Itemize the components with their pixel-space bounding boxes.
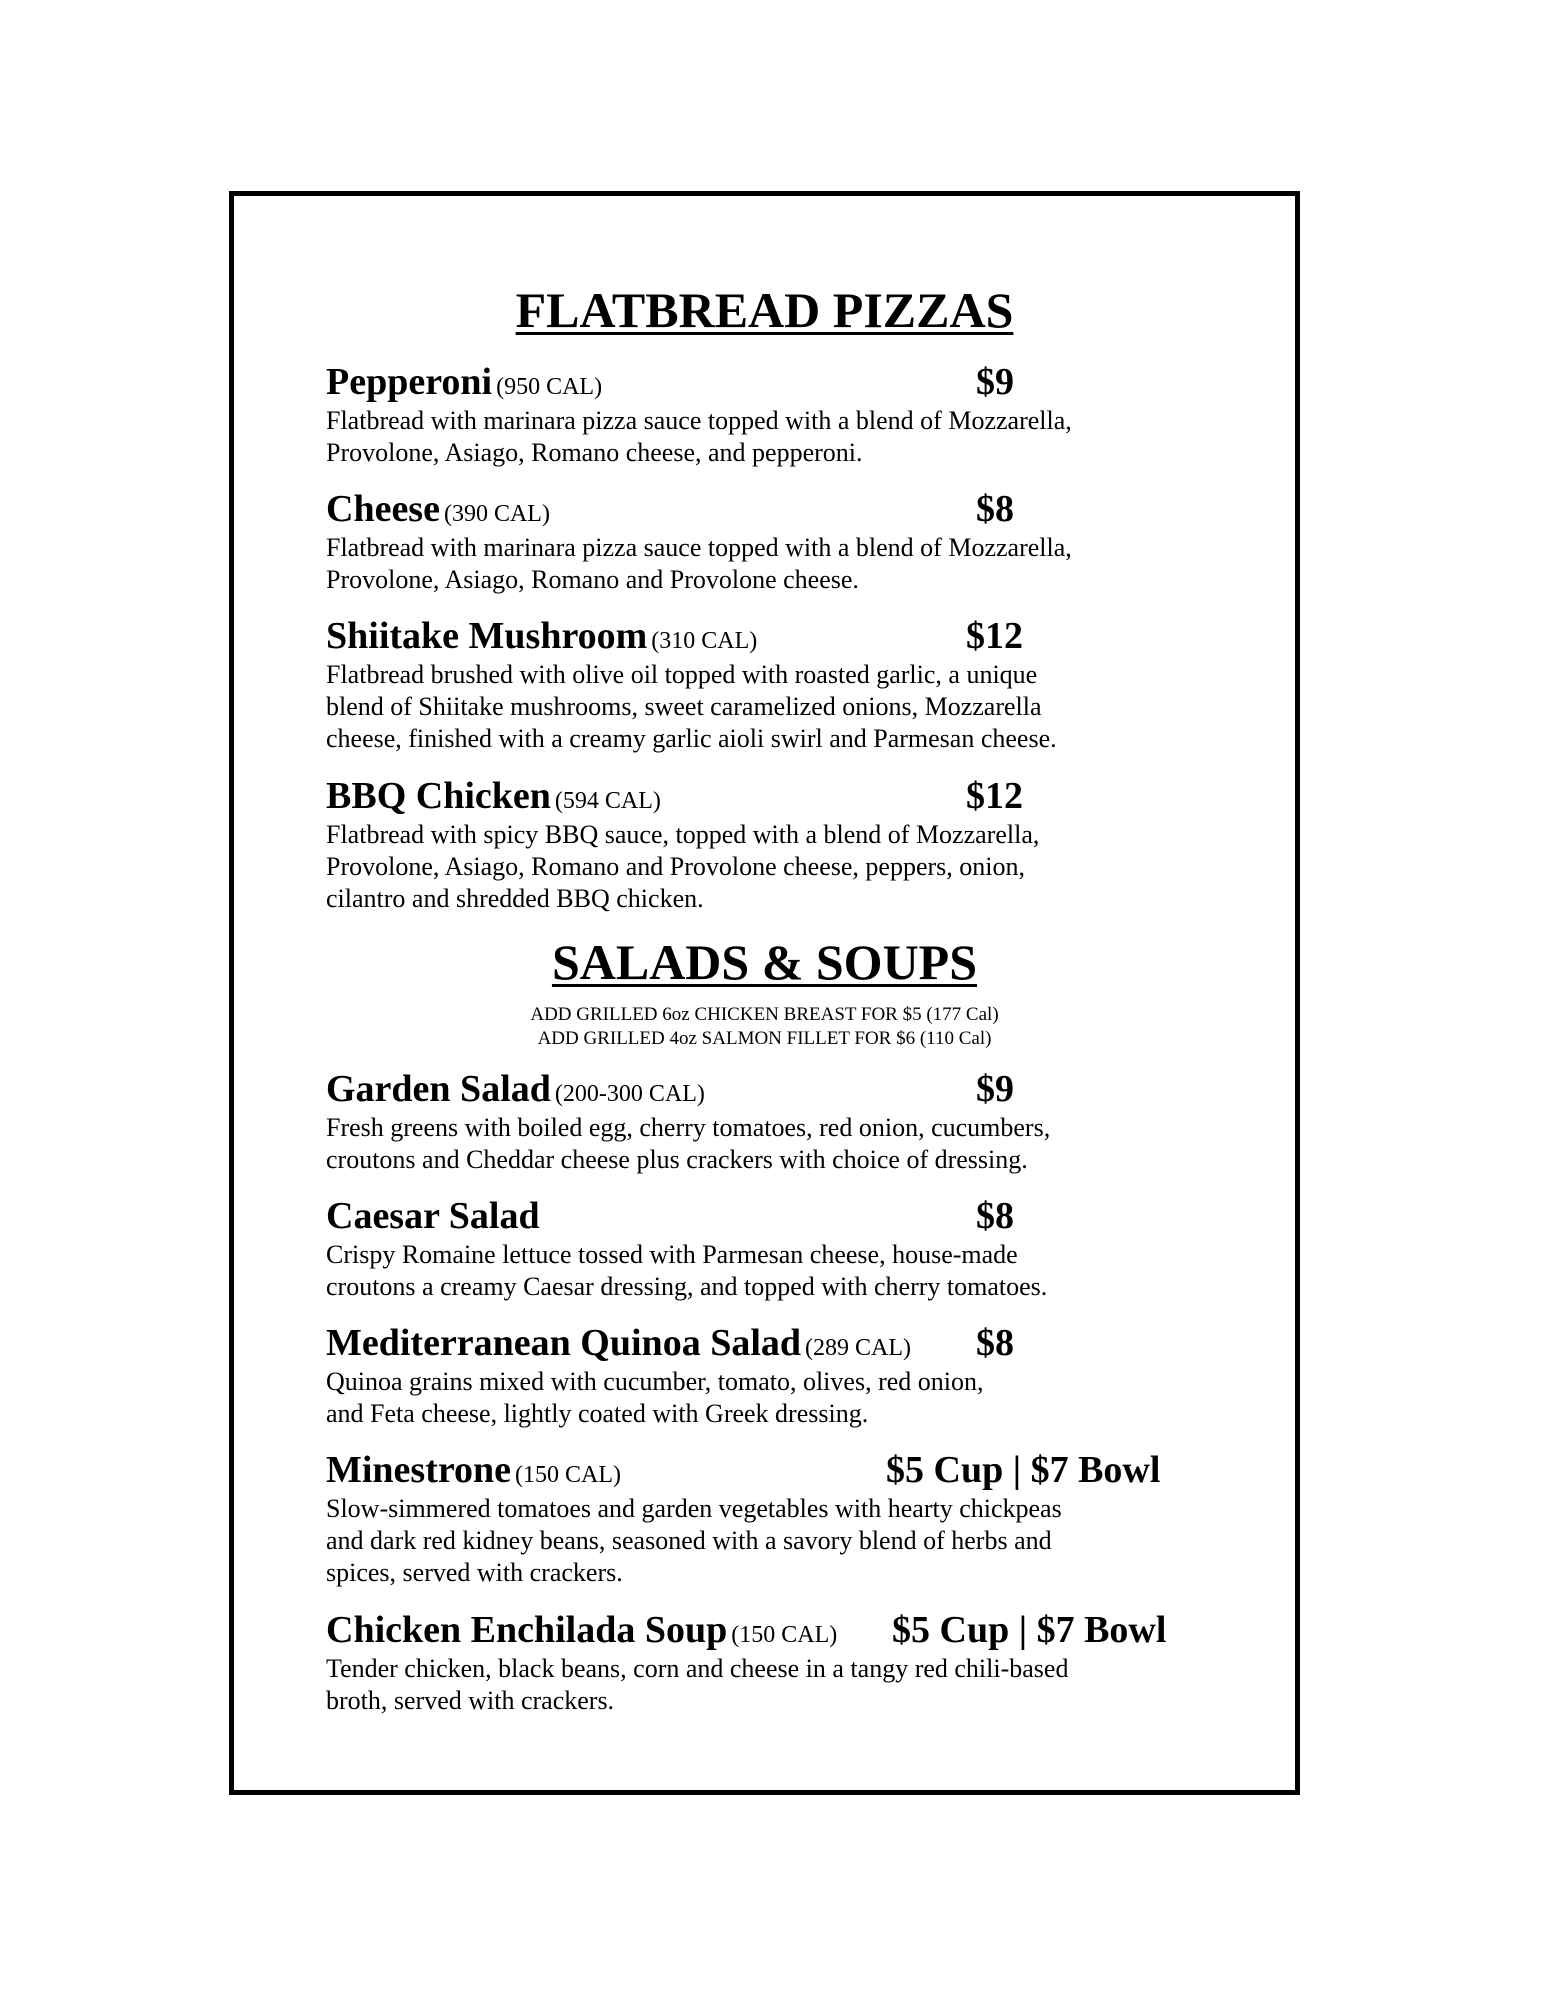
menu-item-minestrone bbox=[326, 1447, 1246, 1589]
menu-item-pepperoni bbox=[326, 359, 1246, 469]
item-description: Quinoa grains mixed with cucumber, tomato, olives, red onion, and Feta cheese, lightly coated with Greek dressing. bbox=[326, 1367, 984, 1428]
item-description: Flatbread with marinara pizza sauce topped with a blend of Mozzarella, Provolone, Asiago, Romano and Provolone cheese. bbox=[326, 533, 1072, 594]
item-calories: (594 CAL) bbox=[554, 788, 661, 814]
menu-item-shiitake-mushroom bbox=[326, 613, 1246, 755]
menu-item-bbq-chicken bbox=[326, 773, 1246, 915]
item-price: $8 bbox=[976, 1195, 1014, 1237]
item-calories: (150 CAL) bbox=[731, 1622, 838, 1648]
item-name: Cheese bbox=[326, 488, 440, 530]
item-description: Flatbread brushed with olive oil topped with roasted garlic, a unique blend of Shiitake mushrooms, sweet caramelized onions, Mozzarella cheese, finished with a creamy garlic aioli swirl and Parmesan cheese. bbox=[326, 660, 1057, 753]
menu-frame bbox=[229, 191, 1300, 1795]
item-price: $8 bbox=[976, 488, 1014, 530]
item-calories: (200-300 CAL) bbox=[554, 1081, 705, 1107]
item-price: $5 Cup | $7 Bowl bbox=[892, 1609, 1167, 1651]
item-name: Caesar Salad bbox=[326, 1195, 540, 1237]
item-calories: (289 CAL) bbox=[805, 1335, 912, 1361]
item-price: $8 bbox=[976, 1322, 1014, 1364]
item-price: $12 bbox=[966, 615, 1023, 657]
item-calories: (950 CAL) bbox=[496, 374, 603, 400]
menu-item-chicken-enchilada-soup bbox=[326, 1607, 1246, 1717]
menu-item-mediterranean-quinoa-salad bbox=[326, 1320, 1246, 1430]
item-price: $12 bbox=[966, 775, 1023, 817]
menu-item-caesar-salad bbox=[326, 1193, 1246, 1303]
item-calories: (310 CAL) bbox=[651, 628, 758, 654]
item-name: Minestrone bbox=[326, 1449, 512, 1491]
item-calories: (390 CAL) bbox=[443, 501, 550, 527]
item-name: Shiitake Mushroom bbox=[326, 615, 648, 657]
item-description: Flatbread with spicy BBQ sauce, topped with a blend of Mozzarella, Provolone, Asiago, Romano and Provolone cheese, peppers, onion, cilantro and shredded BBQ chicken. bbox=[326, 820, 1040, 913]
item-name: BBQ Chicken bbox=[326, 775, 551, 817]
item-description: Crispy Romaine lettuce tossed with Parmesan cheese, house-made croutons a creamy Caesar dressing, and topped with cherry tomatoes. bbox=[326, 1240, 1048, 1301]
add-on-note-chicken: ADD GRILLED 6oz CHICKEN BREAST FOR $5 (177 Cal) bbox=[530, 1004, 999, 1025]
item-description: Slow-simmered tomatoes and garden vegetables with hearty chickpeas and dark red kidney beans, seasoned with a savory blend of herbs and spices, served with crackers. bbox=[326, 1494, 1062, 1587]
menu-item-cheese bbox=[326, 486, 1246, 596]
item-name: Garden Salad bbox=[326, 1068, 551, 1110]
item-price: $5 Cup | $7 Bowl bbox=[886, 1449, 1161, 1491]
section-title-salads-soups: SALADS & SOUPS bbox=[551, 934, 978, 990]
item-calories: (150 CAL) bbox=[515, 1462, 622, 1488]
section-title-flatbread-pizzas: FLATBREAD PIZZAS bbox=[515, 282, 1014, 338]
item-price: $9 bbox=[976, 1068, 1014, 1110]
item-description: Tender chicken, black beans, corn and cheese in a tangy red chili-based broth, served with crackers. bbox=[326, 1654, 1069, 1715]
item-price: $9 bbox=[976, 361, 1014, 403]
item-name: Pepperoni bbox=[326, 361, 493, 403]
item-description: Flatbread with marinara pizza sauce topped with a blend of Mozzarella, Provolone, Asiago, Romano cheese, and pepperoni. bbox=[326, 406, 1072, 467]
item-name: Chicken Enchilada Soup bbox=[326, 1609, 728, 1651]
add-on-note-salmon: ADD GRILLED 4oz SALMON FILLET FOR $6 (110 Cal) bbox=[537, 1028, 992, 1049]
menu-item-garden-salad bbox=[326, 1066, 1246, 1176]
item-description: Fresh greens with boiled egg, cherry tomatoes, red onion, cucumbers, croutons and Cheddar cheese plus crackers with choice of dressing. bbox=[326, 1113, 1051, 1174]
item-name: Mediterranean Quinoa Salad bbox=[326, 1322, 802, 1364]
